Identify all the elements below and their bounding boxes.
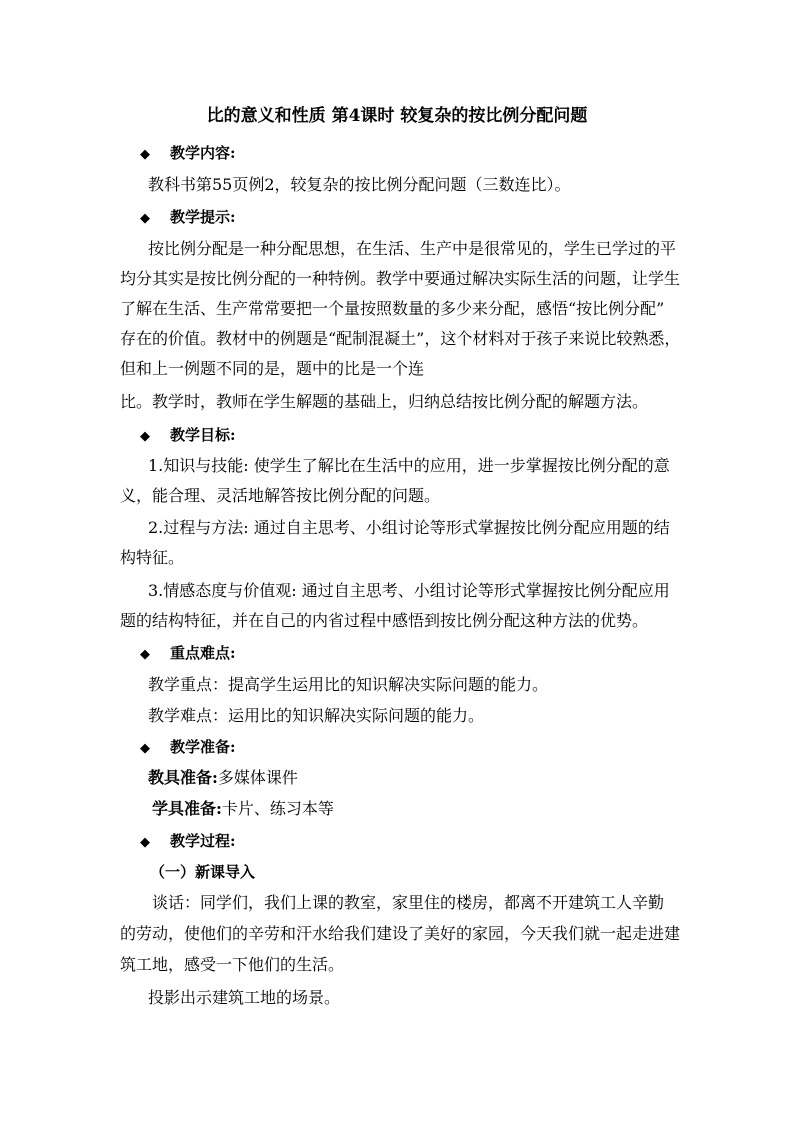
section-heading-preparation xyxy=(140,736,236,760)
section-heading-preparation-label: 教学准备: xyxy=(170,738,236,756)
hints-line-4: 存在的价值。教材中的例题是“配制混凝土”，这个材料对于孩子来说比较熟悉， xyxy=(120,329,681,348)
goals-line-4: 构特征。 xyxy=(120,548,185,567)
student-preparation-value: 卡片、练习本等 xyxy=(221,799,334,818)
diamond-bullet-icon: ◆ xyxy=(140,147,150,162)
diamond-bullet-icon: ◆ xyxy=(140,741,150,756)
section-heading-process-label: 教学过程: xyxy=(170,832,236,850)
student-preparation-label: 学具准备: xyxy=(152,799,222,818)
goals-line-1: 1.知识与技能: 使学生了解比在生活中的应用，进一步掌握按比例分配的意 xyxy=(148,456,670,475)
teacher-preparation-line xyxy=(148,767,298,789)
section-heading-goals xyxy=(140,424,236,448)
section-heading-key-points-label: 重点难点: xyxy=(170,644,236,662)
process-subheading: （一）新课导入 xyxy=(150,863,256,881)
page-title: 比的意义和性质 第4课时 较复杂的按比例分配问题 xyxy=(206,106,588,126)
diamond-bullet-icon: ◆ xyxy=(140,211,150,226)
process-line-3: 筑工地，感受一下他们的生活。 xyxy=(120,955,345,974)
diamond-bullet-icon: ◆ xyxy=(140,429,150,444)
teacher-preparation-value: 多媒体课件 xyxy=(217,768,298,787)
section-heading-key-points xyxy=(140,642,236,666)
hints-line-3: 了解在生活、生产常常要把一个量按照数量的多少来分配，感悟“按比例分配” xyxy=(120,299,665,318)
diamond-bullet-icon: ◆ xyxy=(140,647,150,662)
goals-line-6: 题的结构特征，并在自己的内省过程中感悟到按比例分配这种方法的优势。 xyxy=(120,611,649,630)
goals-line-5: 3.情感态度与价值观: 通过自主思考、小组讨论等形式掌握按比例分配应用 xyxy=(148,581,670,600)
process-line-2: 的劳动，使他们的辛劳和汗水给我们建设了美好的家园，今天我们就一起走进建 xyxy=(120,924,681,943)
process-line-4: 投影出示建筑工地的场景。 xyxy=(148,988,341,1007)
student-preparation-line xyxy=(152,798,334,820)
section-heading-hints xyxy=(140,206,236,230)
section-heading-goals-label: 教学目标: xyxy=(170,426,236,444)
goals-line-2: 义，能合理、灵活地解答按比例分配的问题。 xyxy=(120,486,441,505)
hints-line-5: 但和上一例题不同的是，题中的比是一个连 xyxy=(120,359,425,378)
teacher-preparation-label: 教具准备: xyxy=(148,768,218,787)
hints-line-6: 比。教学时，教师在学生解题的基础上，归纳总结按比例分配的解题方法。 xyxy=(120,392,649,411)
section-heading-content-label: 教学内容: xyxy=(170,144,236,162)
diamond-bullet-icon: ◆ xyxy=(140,835,150,850)
content-line-1: 教科书第55页例2，较复杂的按比例分配问题（三数连比）。 xyxy=(148,175,571,194)
process-line-1: 谈话：同学们，我们上课的教室，家里住的楼房，都离不开建筑工人辛勤 xyxy=(152,893,665,912)
hints-line-2: 均分其实是按比例分配的一种特例。教学中要通过解决实际生活的问题，让学生 xyxy=(120,269,681,288)
section-heading-content xyxy=(140,142,236,166)
goals-line-3: 2.过程与方法: 通过自主思考、小组讨论等形式掌握按比例分配应用题的结 xyxy=(148,518,670,537)
key-point-line: 教学重点：提高学生运用比的知识解决实际问题的能力。 xyxy=(148,675,549,694)
section-heading-hints-label: 教学提示: xyxy=(170,208,236,226)
section-heading-process xyxy=(140,830,236,854)
hints-line-1: 按比例分配是一种分配思想，在生活、生产中是很常见的，学生已学过的平 xyxy=(148,239,677,258)
difficult-point-line: 教学难点：运用比的知识解决实际问题的能力。 xyxy=(148,706,485,725)
